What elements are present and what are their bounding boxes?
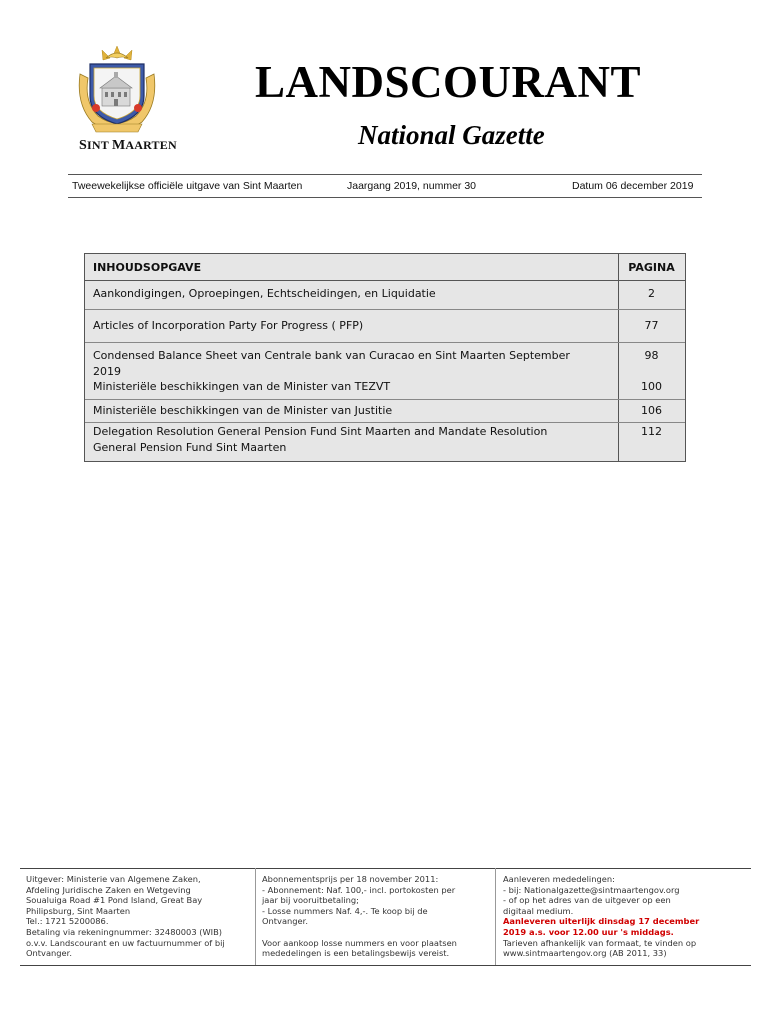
toc-divider — [85, 399, 685, 400]
submission-email[interactable]: - bij: Nationalgazette@sintmaartengov.org — [503, 884, 680, 895]
coat-of-arms-icon — [72, 44, 162, 136]
submission-deadline: 2019 a.s. voor 12.00 uur 's middags. — [503, 926, 674, 937]
footer-subscription-info: Abonnementsprijs per 18 november 2011: - Abonnement: Naf. 100,- incl. portokosten per jaar bij vooruitbetaling; - Losse nummers Naf. 4,-. Te koop bij de Ontvanger. Voor aankoop losse nummers en voor plaatsen mededelingen is een betalingsbewijs vereist. — [262, 874, 457, 959]
toc-entry-page: 112 — [641, 425, 662, 438]
toc-entry-page: 98 — [644, 349, 659, 362]
toc-divider — [85, 309, 685, 310]
toc-entry-title: Condensed Balance Sheet van Centrale bank van Curacao en Sint Maarten September 2019 — [93, 349, 570, 378]
toc-heading-title: INHOUDSOPGAVE — [93, 261, 202, 274]
issue-number: Jaargang 2019, nummer 30 — [347, 180, 476, 192]
footer-column-divider — [495, 868, 496, 965]
footer-divider-top — [20, 868, 751, 869]
toc-entry-title: Aankondigingen, Oproepingen, Echtscheidingen, en Liquidatie — [93, 287, 436, 300]
footer-column-divider — [255, 868, 256, 965]
toc-heading-page: PAGINA — [628, 261, 675, 274]
toc-entry-title: Delegation Resolution General Pension Fund Sint Maarten and Mandate Resolution General Pension Fund Sint Maarten — [93, 425, 548, 454]
toc-entry-page: 106 — [641, 404, 662, 417]
gazette-title: LANDSCOURANT — [255, 57, 642, 107]
footer-publisher-info: Uitgever: Ministerie van Algemene Zaken, Afdeling Juridische Zaken en Wetgeving Soualuiga Road #1 Pond Island, Great Bay Philipsburg, Sint Maarten Tel.: 1721 5200086. Betaling via rekeningnummer: 32480003 (WIB) o.v.v. Landscourant en uw factuurnummer of bij Ontvanger. — [26, 874, 225, 959]
website-link[interactable]: www.sintmaartengov.org (AB 2011, 33) — [503, 948, 667, 959]
table-of-contents — [84, 253, 686, 462]
toc-entry-title: Articles of Incorporation Party For Progress ( PFP) — [93, 319, 364, 332]
toc-divider — [85, 280, 685, 281]
header-divider-bottom — [68, 197, 702, 198]
issue-date: Datum 06 december 2019 — [572, 180, 694, 192]
footer-submission-info: Aanleveren mededelingen: - bij: Nationalgazette@sintmaartengov.org - of op het adres van de uitgever op een digitaal medium. Aanleveren uiterlijk dinsdag 17 december 2019 a.s. voor 12.00 uur 's middags. Tarieven afhankelijk van formaat, te vinden op www.sintmaartengov.org (AB 2011, 33) — [503, 874, 700, 959]
toc-divider — [85, 422, 685, 423]
toc-entry-title: Ministeriële beschikkingen van de Minister van TEZVT — [93, 380, 391, 393]
footer-divider-bottom — [20, 965, 751, 966]
toc-entry-page: 100 — [641, 380, 662, 393]
toc-entry-page: 77 — [644, 319, 659, 332]
header-divider-top — [68, 174, 702, 175]
country-name: SINT MAARTEN — [79, 138, 177, 153]
gazette-subtitle: National Gazette — [358, 120, 545, 150]
toc-entry-title: Ministeriële beschikkingen van de Minister van Justitie — [93, 404, 393, 417]
publication-description: Tweewekelijkse officiële uitgave van Sint Maarten — [72, 180, 303, 192]
toc-divider — [85, 342, 685, 343]
submission-deadline: Aanleveren uiterlijk dinsdag 17 december — [503, 916, 700, 927]
toc-entry-page: 2 — [648, 287, 655, 300]
